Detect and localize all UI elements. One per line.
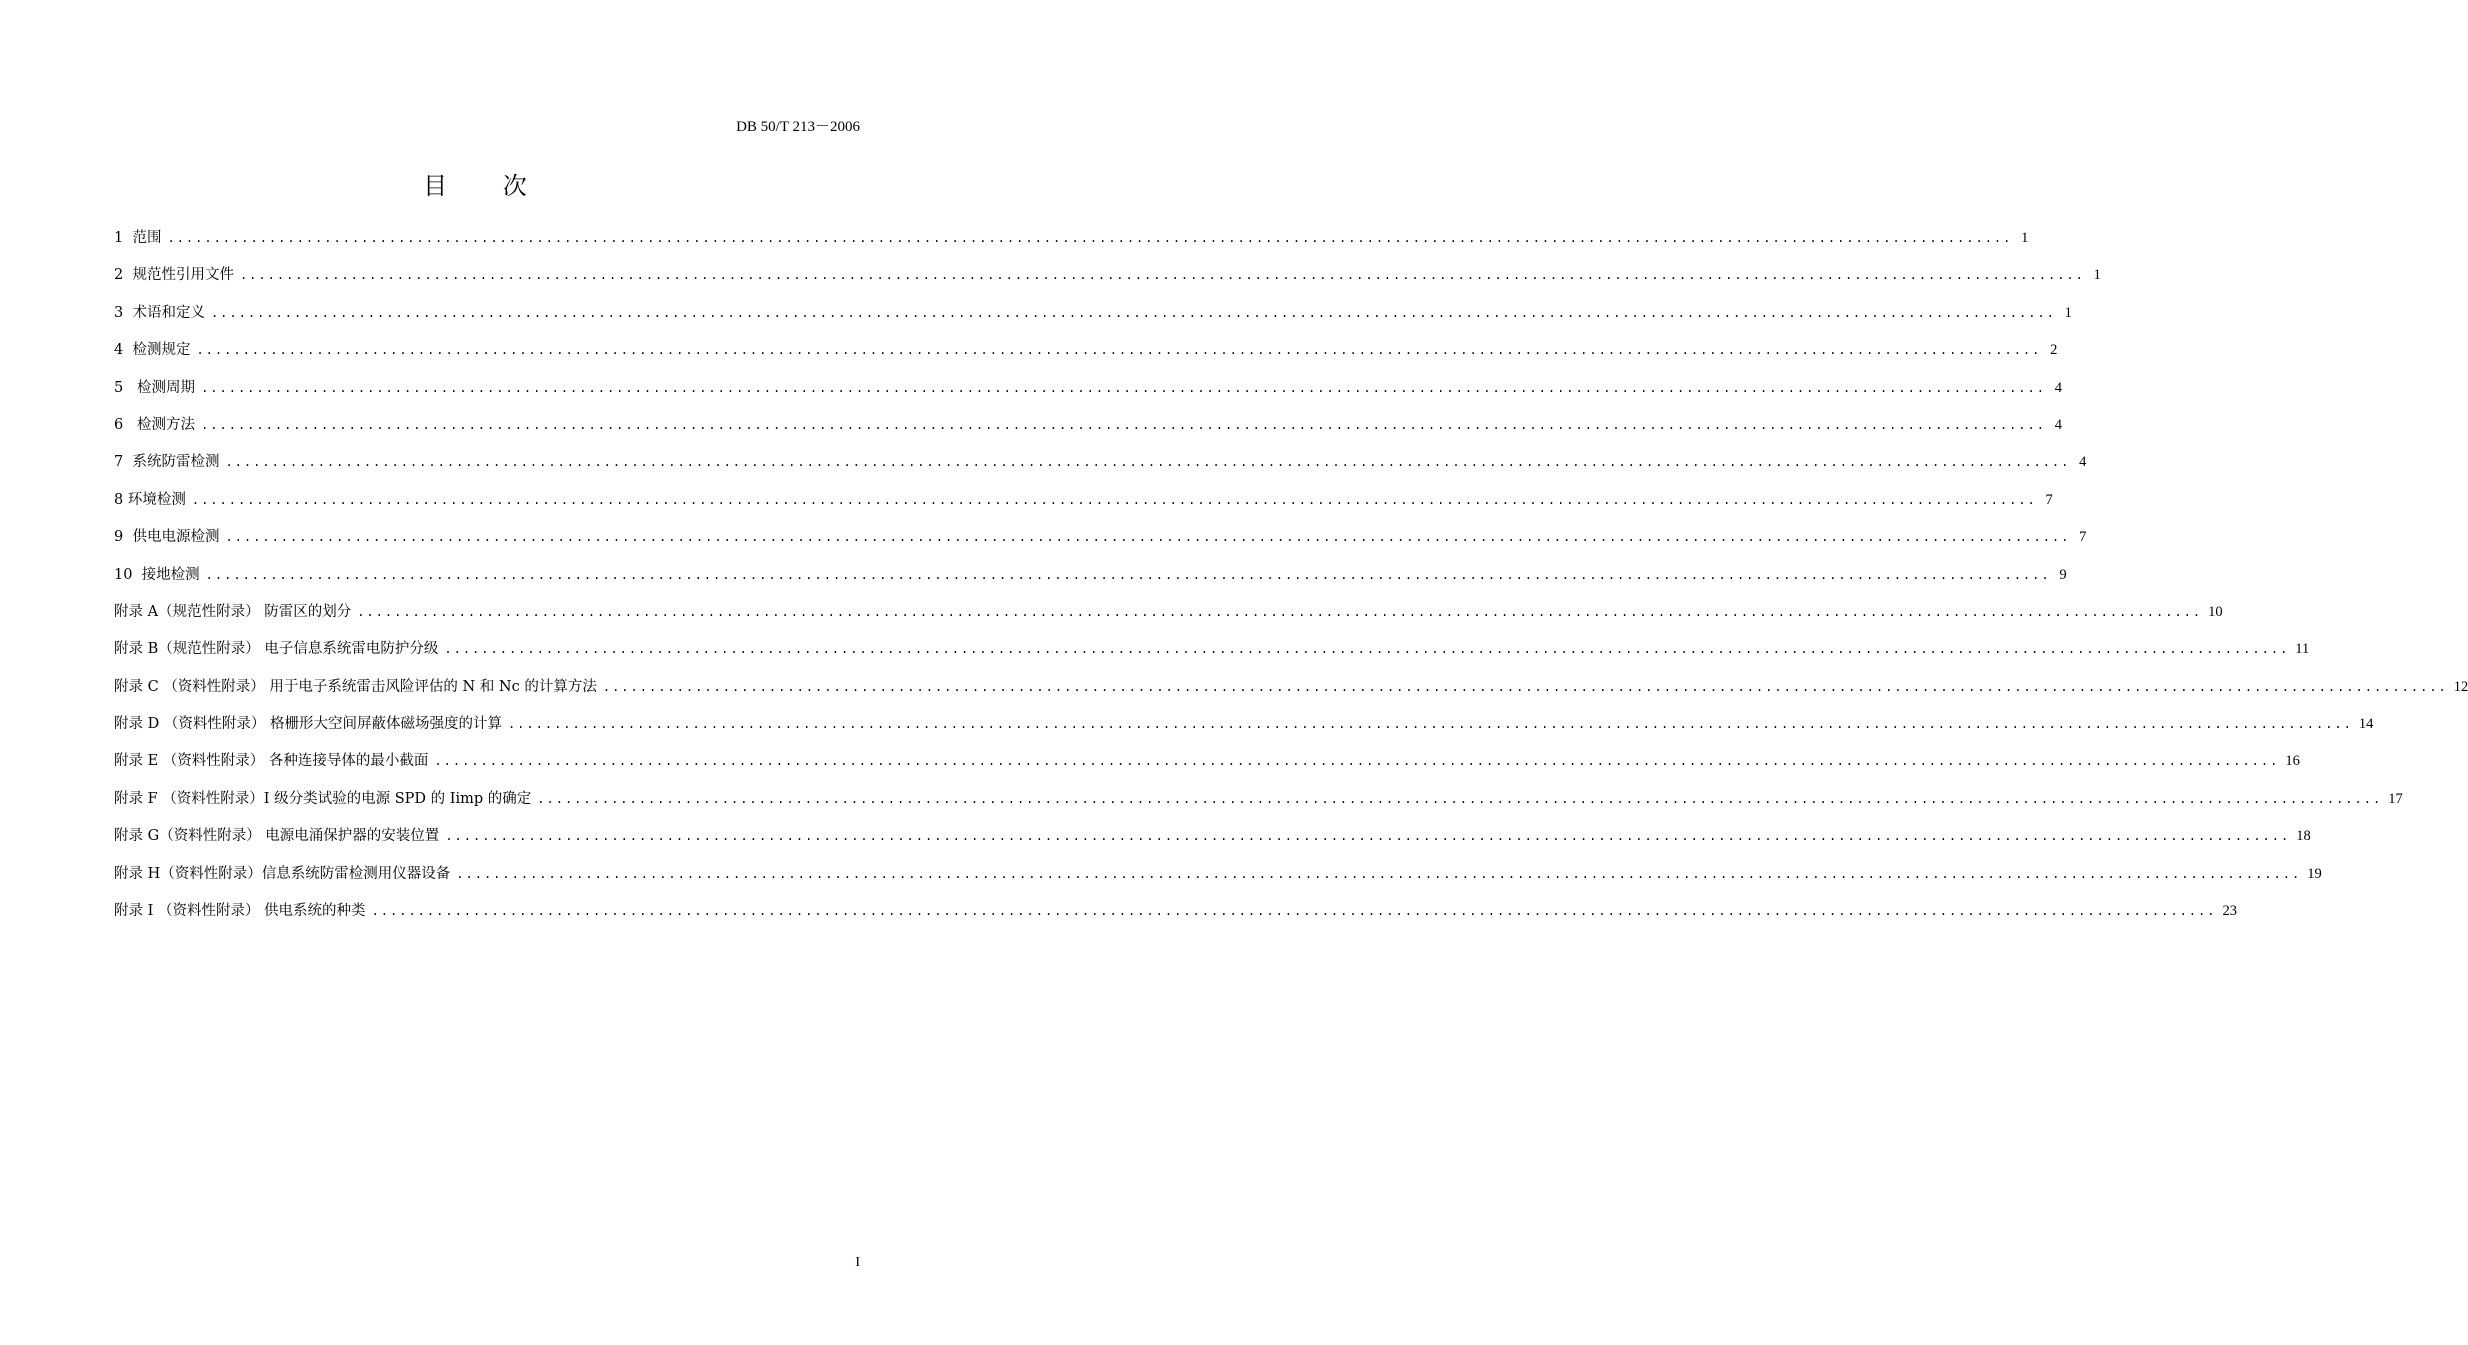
toc-item-page: 17: [2388, 790, 2403, 807]
page-title: 目 次: [423, 172, 551, 200]
toc-leader-dots: ........................................................................................................................................................................................................: [445, 829, 2291, 844]
toc-leader-dots: ........................................................................................................................................................................................................: [444, 642, 2290, 657]
toc-leader-dots: ........................................................................................................................................................................................................: [434, 754, 2280, 769]
toc-leader-dots: ........................................................................................................................................................................................................: [537, 791, 2383, 806]
toc-leader-dots: ........................................................................................................................................................................................................: [196, 343, 2042, 358]
toc-leader-dots: ........................................................................................................................................................................................................: [371, 904, 2217, 919]
toc-item-page: 7: [2045, 491, 2053, 508]
toc-leader-dots: ........................................................................................................................................................................................................: [167, 231, 2013, 245]
toc-item[interactable]: [114, 749, 2300, 786]
toc-item[interactable]: [114, 787, 2403, 824]
toc-item-label: 1 范围: [114, 230, 162, 246]
toc-item-page: 2: [2050, 342, 2058, 359]
toc-item-page: 23: [2222, 903, 2237, 920]
toc-item-page: 10: [2208, 603, 2223, 620]
toc-item-page: 18: [2296, 828, 2311, 845]
toc-leader-dots: ........................................................................................................................................................................................................: [210, 305, 2056, 320]
toc-item[interactable]: [114, 226, 2029, 263]
toc-item-label: 附录 H（资料性附录）信息系统防雷检测用仪器设备: [114, 865, 451, 882]
toc-item-label: 7 系统防雷检测: [114, 454, 220, 471]
toc-item-page: 16: [2285, 753, 2300, 770]
toc-item-label: 4 检测规定: [114, 342, 191, 359]
toc-leader-dots: ........................................................................................................................................................................................................: [225, 530, 2071, 545]
toc-item[interactable]: [114, 862, 2322, 899]
toc-item[interactable]: [114, 413, 2062, 450]
toc-item[interactable]: [114, 712, 2374, 749]
toc-item-page: 4: [2054, 416, 2062, 433]
toc-leader-dots: ........................................................................................................................................................................................................: [201, 380, 2046, 395]
toc-item-label: 附录 F （资料性附录）I 级分类试验的电源 SPD 的 Iimp 的确定: [114, 790, 532, 807]
toc-item-page: 4: [2054, 379, 2062, 396]
toc-item-page: 1: [2093, 267, 2101, 284]
toc-item-page: 4: [2079, 454, 2087, 471]
toc-item[interactable]: [114, 824, 2311, 861]
toc-item-page: 9: [2059, 566, 2067, 583]
toc-item-page: 12: [2453, 678, 2468, 695]
toc-item[interactable]: [114, 899, 2237, 936]
toc-item-label: 附录 B（规范性附录） 电子信息系统雷电防护分级: [114, 641, 439, 658]
document-code: DB 50/T 213－2006: [736, 119, 860, 135]
toc-item[interactable]: [114, 488, 2053, 525]
page-number: I: [855, 1255, 860, 1270]
toc-item-label: 附录 G（资料性附录） 电源电涌保护器的安装位置: [114, 828, 440, 845]
toc-item[interactable]: [114, 525, 2087, 562]
toc-item-page: 19: [2307, 865, 2322, 882]
toc-item[interactable]: [114, 263, 2101, 300]
toc-leader-dots: ........................................................................................................................................................................................................: [205, 567, 2051, 582]
toc-item-label: 10 接地检测: [114, 566, 200, 583]
toc-leader-dots: ........................................................................................................................................................................................................: [191, 492, 2037, 507]
toc-item-label: 附录 D （资料性附录） 格栅形大空间屏蔽体磁场强度的计算: [114, 716, 502, 733]
toc-item-label: 5 检测周期: [114, 379, 196, 396]
table-of-contents: [114, 226, 2468, 936]
toc-item-page: 1: [2064, 304, 2072, 321]
toc-item-page: 11: [2295, 641, 2310, 658]
toc-item[interactable]: [114, 338, 2058, 375]
toc-item-label: 附录 C （资料性附录） 用于电子系统雷击风险评估的 N 和 Nc 的计算方法: [114, 678, 597, 695]
toc-item[interactable]: [114, 637, 2310, 674]
toc-item[interactable]: [114, 450, 2087, 487]
toc-item[interactable]: [114, 675, 2468, 712]
toc-item-page: 14: [2358, 716, 2374, 733]
toc-item-label: 3 术语和定义: [114, 304, 205, 321]
toc-item-page: 1: [2021, 230, 2029, 246]
toc-item-label: 附录 A（规范性附录） 防雷区的划分: [114, 603, 352, 620]
toc-item-label: 2 规范性引用文件: [114, 267, 234, 284]
toc-item-page: 7: [2079, 529, 2087, 546]
toc-leader-dots: ........................................................................................................................................................................................................: [201, 417, 2046, 432]
toc-item[interactable]: [114, 563, 2067, 600]
toc-item-label: 附录 E （资料性附录） 各种连接导体的最小截面: [114, 753, 429, 770]
toc-leader-dots: ........................................................................................................................................................................................................: [225, 455, 2071, 470]
toc-leader-dots: ........................................................................................................................................................................................................: [456, 866, 2302, 881]
toc-item-label: 8 环境检测: [114, 491, 186, 508]
toc-item[interactable]: [114, 301, 2072, 338]
toc-leader-dots: ........................................................................................................................................................................................................: [507, 717, 2353, 732]
toc-item-label: 6 检测方法: [114, 416, 196, 433]
toc-item-label: 9 供电电源检测: [114, 529, 220, 546]
toc-leader-dots: ........................................................................................................................................................................................................: [602, 679, 2448, 694]
toc-item-label: 附录 I （资料性附录） 供电系统的种类: [114, 903, 366, 920]
toc-leader-dots: ........................................................................................................................................................................................................: [239, 268, 2085, 283]
toc-item[interactable]: [114, 600, 2223, 637]
toc-item[interactable]: [114, 376, 2062, 413]
toc-leader-dots: ........................................................................................................................................................................................................: [357, 604, 2203, 619]
